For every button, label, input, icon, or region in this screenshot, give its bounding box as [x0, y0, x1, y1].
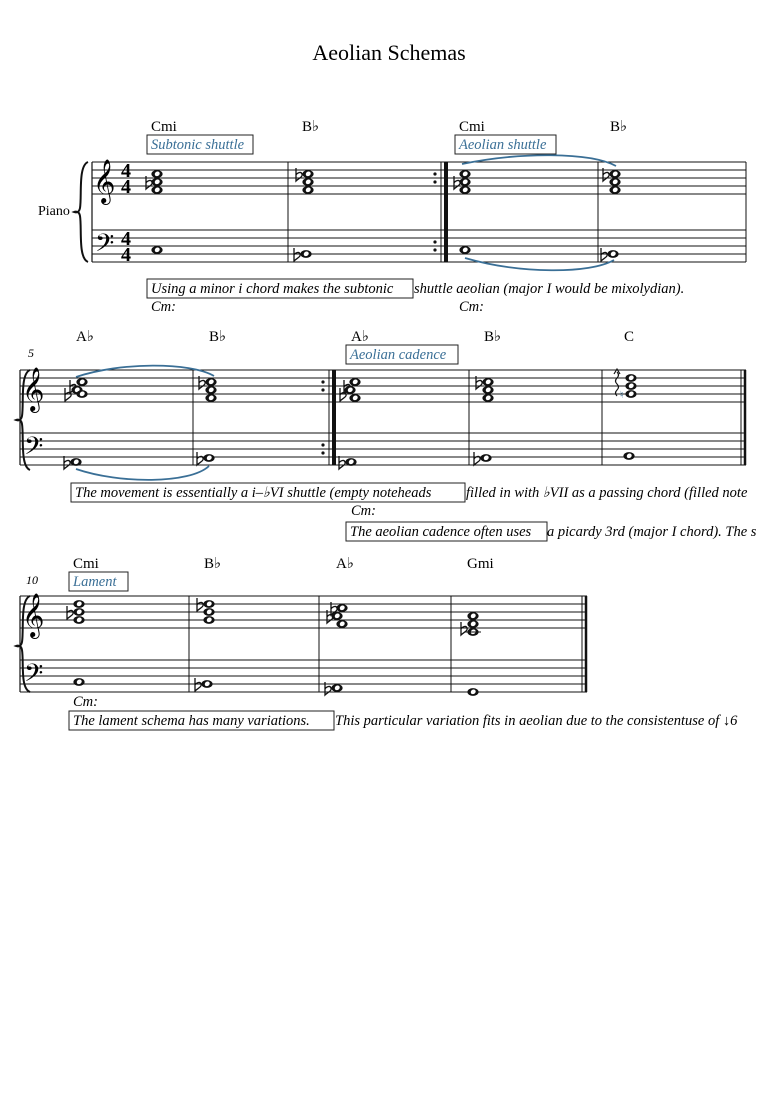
- page-title: Aeolian Schemas: [312, 40, 466, 65]
- arpeggio-icon: [616, 372, 619, 396]
- slur: [76, 466, 209, 480]
- chord-symbol: B♭: [302, 119, 320, 135]
- chord-symbol: B♭: [484, 329, 502, 345]
- treble-staff: [92, 162, 746, 194]
- bass-staff: [92, 230, 746, 262]
- treble-clef-icon: 𝄞: [22, 593, 45, 637]
- schema-label: Lament: [73, 574, 117, 590]
- chord-notes: [294, 168, 314, 261]
- comment-boxed: The aeolian cadence often uses: [350, 524, 532, 540]
- treble-staff: [20, 370, 746, 402]
- treble-clef-icon: 𝄞: [22, 367, 45, 411]
- key-label: Cm:: [351, 503, 376, 519]
- bass-clef-icon: 𝄢: [95, 229, 115, 264]
- system-3: [16, 556, 738, 730]
- measure-number: 10: [26, 573, 38, 587]
- schema-label: Subtonic shuttle: [151, 137, 245, 153]
- chord-notes: [339, 378, 361, 469]
- svg-text:4: 4: [121, 244, 131, 266]
- chord-symbol: A♭: [336, 556, 354, 572]
- comment-boxed: The movement is essentially a i–♭VI shuttle (empty noteheads: [75, 485, 432, 501]
- chord-notes: [197, 376, 217, 465]
- chord-symbol: B♭: [209, 329, 227, 345]
- chord-symbol: Gmi: [467, 556, 494, 572]
- schema-label: Aeolian shuttle: [459, 137, 547, 153]
- slur: [465, 258, 614, 270]
- comment-text: filled in with ♭VII as a passing chord (filled note: [466, 485, 748, 501]
- treble-staff: [20, 596, 587, 628]
- svg-text:4: 4: [121, 228, 131, 250]
- bass-staff: [20, 433, 746, 465]
- bass-staff: [20, 660, 587, 692]
- chord-notes: [461, 612, 481, 696]
- svg-text:♮: ♮: [620, 390, 624, 401]
- svg-text:4: 4: [121, 176, 131, 198]
- bass-clef-icon: 𝄢: [24, 659, 44, 694]
- key-label: Cm:: [73, 694, 98, 710]
- chord-notes: [601, 168, 621, 261]
- comment-text: a picardy 3rd (major I chord). The s: [547, 524, 757, 540]
- comment-boxed: The lament schema has many variations.: [73, 713, 310, 729]
- bass-clef-icon: 𝄢: [24, 432, 44, 467]
- treble-clef-icon: 𝄞: [93, 159, 116, 203]
- schema-label: Aeolian cadence: [350, 347, 447, 363]
- chord-symbol: B♭: [610, 119, 628, 135]
- chord-notes: [146, 170, 163, 254]
- chord-symbol: Cmi: [459, 119, 485, 135]
- chord-symbol: A♭: [351, 329, 369, 345]
- comment-boxed: Using a minor i chord makes the subtonic: [151, 281, 394, 297]
- chord-symbol: Cmi: [73, 556, 99, 572]
- chord-notes: [64, 378, 88, 469]
- key-label: Cm:: [459, 299, 484, 315]
- instrument-name: Piano: [38, 204, 70, 219]
- system-1: [38, 119, 746, 315]
- chord-notes: [67, 600, 85, 686]
- chord-symbol: A♭: [76, 329, 94, 345]
- chord-notes: [454, 170, 471, 254]
- system-2: [16, 329, 757, 541]
- key-label: Cm:: [151, 299, 176, 315]
- chord-notes: [614, 369, 637, 460]
- chord-symbol: C: [624, 329, 635, 345]
- grand-staff-brace: [74, 162, 88, 262]
- chord-notes: [474, 376, 494, 465]
- svg-text:4: 4: [121, 160, 131, 182]
- chord-notes: [325, 602, 348, 695]
- comment-text: This particular variation fits in aeolian due to the consistentuse of ↓6: [335, 713, 738, 729]
- chord-symbol: Cmi: [151, 119, 177, 135]
- time-signature: [121, 160, 131, 266]
- measure-number: 5: [28, 346, 34, 360]
- comment-text: shuttle aeolian (major I would be mixolydian).: [414, 281, 685, 297]
- slur: [462, 155, 616, 166]
- chord-symbol: B♭: [204, 556, 222, 572]
